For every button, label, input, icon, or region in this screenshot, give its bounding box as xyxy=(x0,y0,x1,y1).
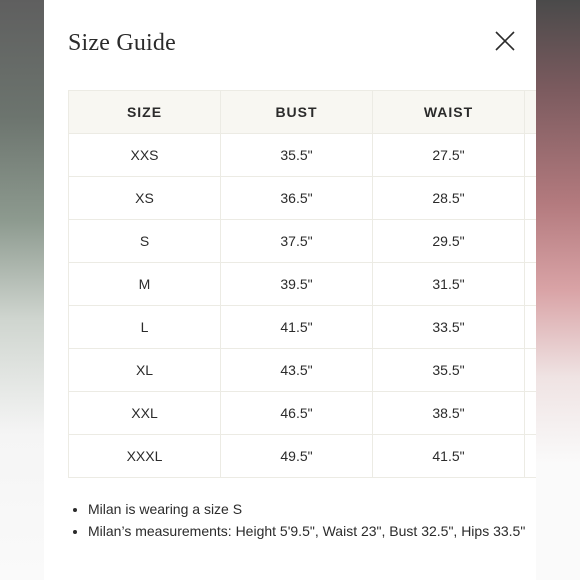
table-row xyxy=(69,220,537,263)
cell-waist: 33.5" xyxy=(373,306,525,349)
column-header-cut-off xyxy=(525,91,537,134)
background-right xyxy=(536,0,580,580)
cell-waist: 27.5" xyxy=(373,134,525,177)
cell-size: XS xyxy=(69,177,221,220)
table-row xyxy=(69,306,537,349)
cell-bust: 37.5" xyxy=(221,220,373,263)
cell-waist: 41.5" xyxy=(373,435,525,478)
cell-waist: 35.5" xyxy=(373,349,525,392)
cell-cut-off xyxy=(525,263,537,306)
cell-cut-off xyxy=(525,435,537,478)
cell-bust: 39.5" xyxy=(221,263,373,306)
cell-size: L xyxy=(69,306,221,349)
close-button[interactable] xyxy=(494,30,516,52)
table-row xyxy=(69,349,537,392)
cell-size: S xyxy=(69,220,221,263)
cell-size: M xyxy=(69,263,221,306)
cell-bust: 36.5" xyxy=(221,177,373,220)
size-guide-modal xyxy=(44,0,536,580)
cell-size: XL xyxy=(69,349,221,392)
cell-cut-off xyxy=(525,134,537,177)
cell-waist: 38.5" xyxy=(373,392,525,435)
note-model-measurements: • Milan’s measurements: Height 5'9.5", Waist 23", Bust 32.5", Hips 33.5" xyxy=(88,520,536,542)
cell-bust: 35.5" xyxy=(221,134,373,177)
cell-cut-off xyxy=(525,306,537,349)
cell-size: XXL xyxy=(69,392,221,435)
cell-bust: 49.5" xyxy=(221,435,373,478)
table-row xyxy=(69,435,537,478)
cell-cut-off xyxy=(525,177,537,220)
cell-waist: 31.5" xyxy=(373,263,525,306)
table-header-row xyxy=(69,91,537,134)
table-row xyxy=(69,177,537,220)
cell-waist: 29.5" xyxy=(373,220,525,263)
cell-size: XXS xyxy=(69,134,221,177)
note-model-size: • Milan is wearing a size S xyxy=(88,498,536,520)
cell-waist: 28.5" xyxy=(373,177,525,220)
size-table xyxy=(68,90,536,478)
table-row xyxy=(69,134,537,177)
close-icon xyxy=(494,30,516,52)
cell-cut-off xyxy=(525,349,537,392)
model-notes-list xyxy=(66,498,536,542)
column-header-size: SIZE xyxy=(69,91,221,134)
table-row xyxy=(69,263,537,306)
cell-bust: 46.5" xyxy=(221,392,373,435)
cell-bust: 41.5" xyxy=(221,306,373,349)
cell-cut-off xyxy=(525,392,537,435)
cell-cut-off xyxy=(525,220,537,263)
background-left xyxy=(0,0,44,580)
table-row xyxy=(69,392,537,435)
column-header-waist: WAIST xyxy=(373,91,525,134)
column-header-bust: BUST xyxy=(221,91,373,134)
modal-title: Size Guide xyxy=(68,30,176,56)
cell-size: XXXL xyxy=(69,435,221,478)
cell-bust: 43.5" xyxy=(221,349,373,392)
